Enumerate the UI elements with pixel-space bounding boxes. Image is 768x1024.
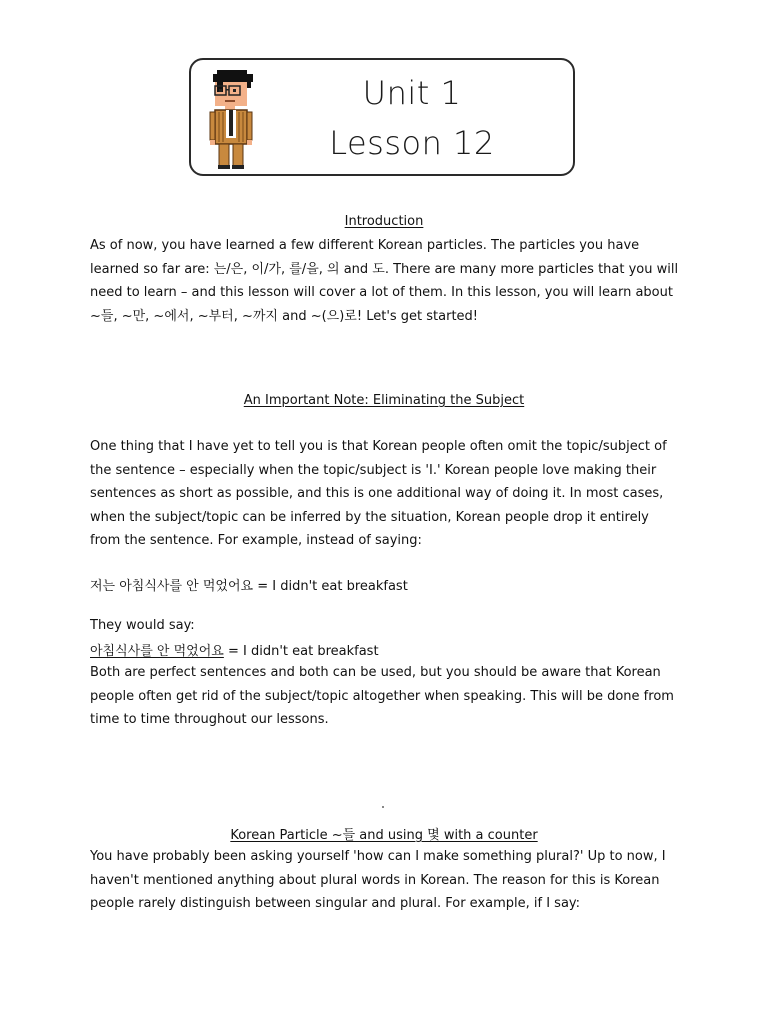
example-short-korean: 아침식사를 안 먹었어요 [90,644,224,659]
title-box [189,58,575,176]
particle-deul-heading-text: Korean Particle ~들 and using 몇 with a counter [230,828,538,843]
they-would-say: They would say: [90,618,195,633]
introduction-body: As of now, you have learned a few different Korean particles. The particles you have learned so far are: 는/은, 이/가, 를/을, 의 and 도. There are many more particles that you will need to learn – and this lesson will cover a lot of them. In this lesson, you will learn about ~들, ~만, ~에서, ~부터, ~까지 and ~(으)로! Let's get started! [90,238,679,324]
eliminating-subject-heading-text: An Important Note: Eliminating the Subject [243,393,525,408]
example-short-sentence [90,640,379,659]
teacher-avatar-icon [209,68,257,170]
particle-deul-heading [0,824,768,843]
eliminating-subject-followup: Both are perfect sentences and both can be used, but you should be aware that Korean people often get rid of the subject/topic altogether when speaking. This will be done from time to time throughout our lessons. [90,665,674,727]
example-full-sentence: 저는 아침식사를 안 먹었어요 = I didn't eat breakfast [90,579,408,594]
unit-title: Unit 1 [362,74,462,112]
eliminating-subject-body: One thing that I have yet to tell you is that Korean people often omit the topic/subject of the sentence – especially when the topic/subject is 'I.' Korean people love making their sentences as short as possible, and this is one additional way of doing it. In most cases, when the subject/topic can be inferred by the situation, Korean people drop it entirely from the sentence. For example, instead of saying: [90,439,667,548]
particle-deul-body: You have probably been asking yourself 'how can I make something plural?' Up to now, I haven't mentioned anything about plural words in Korean. The reason for this is Korean people rarely distinguish between singular and plural. For example, if I say: [90,849,666,911]
stray-dot [382,806,384,808]
lesson-title: Lesson 12 [329,124,495,162]
example-short-english: = I didn't eat breakfast [223,644,379,659]
eliminating-subject-heading [0,393,768,408]
introduction-heading [0,214,768,229]
introduction-heading-text: Introduction [344,214,424,229]
